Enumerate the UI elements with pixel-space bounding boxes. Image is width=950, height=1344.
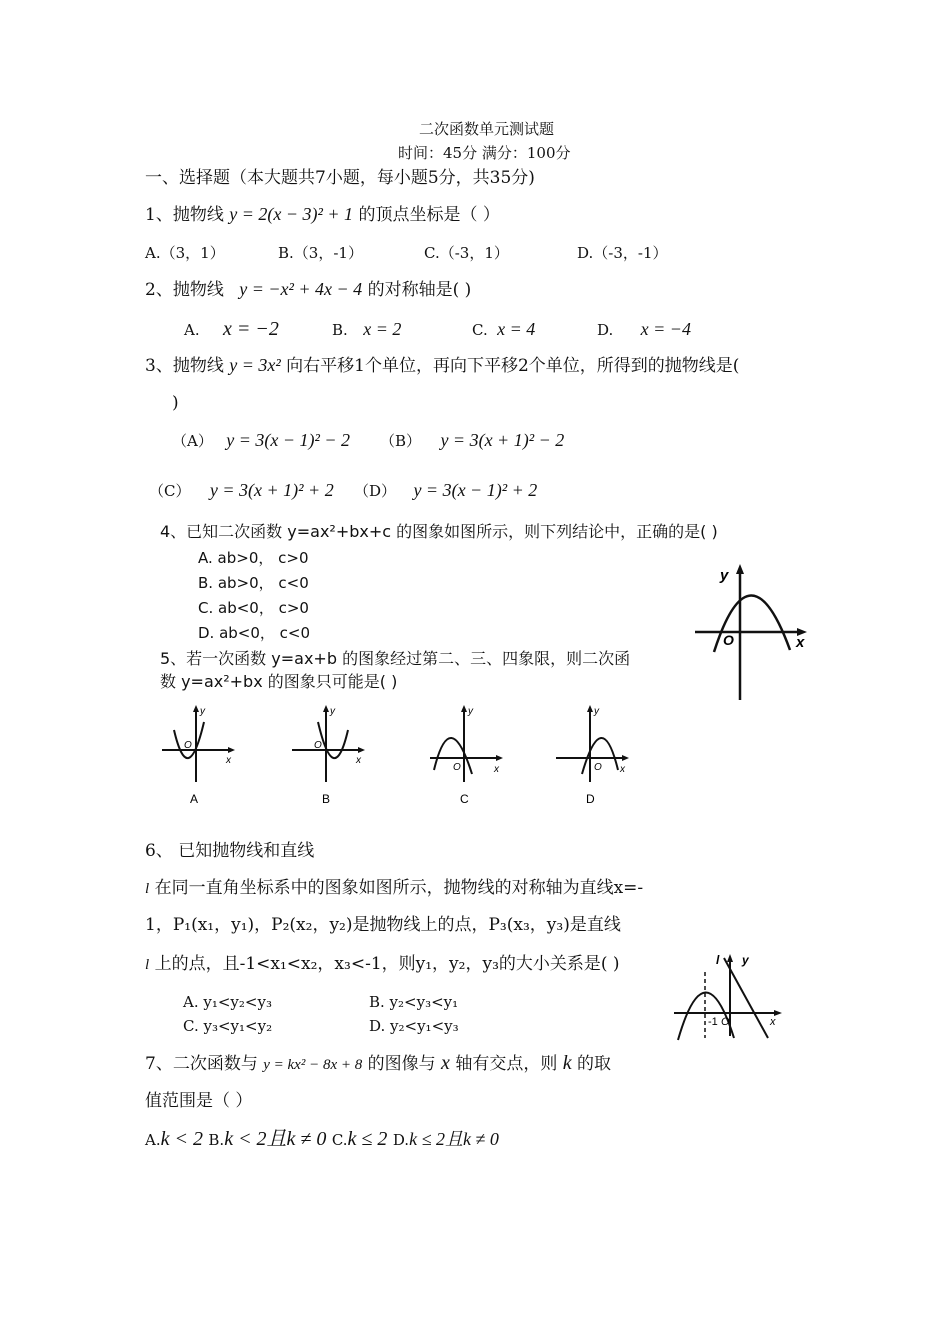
q7-suffix: 的取 (577, 1054, 612, 1074)
q4-option-a[interactable]: A. ab>0， c>0 (198, 549, 309, 567)
question-1 (145, 203, 500, 226)
q5-d-origin: O (594, 762, 602, 773)
q2-option-a[interactable] (184, 318, 279, 341)
q6-graph-y-label: y (742, 953, 749, 967)
question-4: 4、已知二次函数 y=ax²+bx+c 的图象如图所示，则下列结论中，正确的是( ) (160, 522, 718, 541)
q3-option-c[interactable] (149, 479, 334, 502)
q3-prefix: 3、抛物线 (145, 356, 224, 376)
q7-option-c[interactable] (332, 1130, 393, 1150)
q4-graph-x-label: x (796, 634, 805, 651)
q4-option-c[interactable]: C. ab<0， c>0 (198, 599, 309, 617)
q6-graph-l-label: l (716, 953, 720, 967)
q6-option-a[interactable]: A. y₁<y₂<y₃ (183, 993, 272, 1011)
q2-option-b[interactable] (332, 318, 401, 341)
q7-option-c-label: C. (331, 1131, 348, 1149)
question-5-line1: 5、若一次函数 y=ax+b 的图象经过第二、三、四象限，则二次函 (160, 649, 631, 668)
q1-option-d[interactable]: D.（-3，-1） (577, 244, 668, 262)
q6-graph (672, 950, 787, 1040)
q7-option-b-label: B. (208, 1131, 225, 1149)
q7-x: x (441, 1052, 450, 1074)
q5-d-x-label: x (620, 764, 625, 775)
q5-c-caption: C (460, 792, 469, 806)
q7-option-a-value: k < 2 (160, 1128, 203, 1150)
q1-formula: y = 2(x − 3)² + 1 (229, 204, 354, 224)
question-6-line4 (145, 953, 620, 976)
question-7-line1 (145, 1052, 611, 1076)
q3-option-a-value: y = 3(x − 1)² − 2 (226, 430, 351, 450)
q1-option-c[interactable]: C.（-3，1） (424, 244, 509, 262)
q2-option-c[interactable] (472, 318, 535, 341)
q6-option-b[interactable]: B. y₂<y₃<y₁ (369, 993, 459, 1011)
q2-option-a-value: x = −2 (223, 318, 279, 340)
q2-option-c-label: C. (472, 321, 488, 339)
question-6-line3: 1，P₁(x₁，y₁)，P₂(x₂，y₂)是抛物线上的点，P₃(x₃，y₃)是直线 (145, 915, 621, 935)
q7-options (145, 1128, 499, 1151)
q7-option-d-label: D. (392, 1131, 410, 1149)
q5-graph-c[interactable] (428, 700, 508, 808)
q5-c-x-label: x (494, 764, 499, 775)
question-7-line2: 值范围是（ ） (145, 1091, 253, 1111)
q5-a-origin: O (184, 740, 192, 751)
q3-option-b-label: （B） (380, 432, 422, 450)
q6-option-c[interactable]: C. y₃<y₁<y₂ (183, 1017, 273, 1035)
q7-option-d-value: k ≤ 2且k ≠ 0 (409, 1129, 499, 1149)
q3-option-a-label: （A） (172, 432, 213, 450)
q5-d-caption: D (586, 792, 595, 806)
q4-option-d[interactable]: D. ab<0， c<0 (198, 624, 311, 642)
q2-prefix: 2、抛物线 (145, 280, 224, 300)
q3-option-c-value: y = 3(x + 1)² + 2 (209, 480, 334, 500)
q1-suffix: 的顶点坐标是（ ） (358, 205, 500, 225)
question-3 (145, 354, 739, 377)
q7-mid2: 轴有交点，则 (455, 1054, 558, 1074)
q1-option-a[interactable]: A.（3，1） (145, 244, 225, 262)
q7-option-a[interactable] (145, 1130, 208, 1150)
q2-option-b-value: x = 2 (363, 319, 402, 339)
q3-option-d-value: y = 3(x − 1)² + 2 (413, 480, 538, 500)
q2-option-b-label: B. (332, 321, 348, 339)
q3-suffix: 向右平移1个单位，再向下平移2个单位，所得到的抛物线是( (286, 356, 740, 376)
q5-a-x-label: x (226, 755, 231, 766)
question-2 (145, 278, 471, 301)
q4-graph (690, 560, 815, 705)
q3-option-b-value: y = 3(x + 1)² − 2 (440, 430, 565, 450)
q5-b-y-label: y (330, 706, 335, 717)
q5-d-y-label: y (594, 706, 599, 717)
q3-line2: ) (172, 393, 179, 413)
q3-option-a[interactable] (172, 429, 350, 452)
q7-option-b[interactable] (208, 1130, 331, 1150)
exam-meta: 时间：45分 满分：100分 (398, 144, 571, 162)
q3-formula: y = 3x² (229, 355, 281, 375)
section-heading: 一、选择题（本大题共7小题，每小题5分，共35分) (145, 168, 535, 188)
q3-option-d-label: （D） (354, 482, 397, 500)
q3-option-b[interactable] (380, 429, 564, 452)
q6-graph-x-label: x (770, 1016, 776, 1028)
q7-formula: y = kx² − 8x + 8 (263, 1057, 363, 1073)
q7-option-a-label: A. (145, 1131, 161, 1149)
q5-b-x-label: x (356, 755, 361, 766)
q5-a-caption: A (190, 792, 199, 806)
q2-option-c-value: x = 4 (497, 319, 536, 339)
q2-option-d[interactable] (597, 318, 691, 341)
q4-option-b[interactable]: B. ab>0， c<0 (198, 574, 309, 592)
q7-mid: 的图像与 (367, 1054, 436, 1074)
q3-option-c-label: （C） (149, 482, 191, 500)
question-6-line1: 6、 已知抛物线和直线 (145, 841, 315, 861)
q5-c-origin: O (453, 762, 461, 773)
q6-line4-text: 上的点，且-1<x₁<x₂，x₃<-1，则y₁，y₂，y₃的大小关系是( ) (154, 954, 620, 974)
q4-graph-origin: O (723, 632, 734, 648)
q1-prefix: 1、抛物线 (145, 205, 224, 225)
q6-line2-text: 在同一直角坐标系中的图象如图所示，抛物线的对称轴为直线x=- (154, 878, 644, 898)
q6-graph-minus1: -1 (708, 1016, 718, 1028)
q2-option-d-label: D. (597, 321, 614, 339)
q5-graph-b[interactable] (290, 700, 370, 808)
q6-option-d[interactable]: D. y₂<y₁<y₃ (369, 1017, 459, 1035)
q6-line-l: l (145, 881, 150, 897)
q7-option-b-value: k < 2且k ≠ 0 (224, 1128, 327, 1150)
q5-a-y-label: y (200, 706, 205, 717)
question-6-line2 (145, 877, 643, 900)
q7-prefix: 7、二次函数与 (145, 1054, 258, 1074)
q5-b-caption: B (322, 792, 331, 806)
q4-graph-y-label: y (720, 567, 729, 584)
question-5-line2: 数 y=ax²+bx 的图象只可能是( ) (160, 672, 398, 691)
q2-option-a-label: A. (184, 321, 200, 339)
q2-suffix: 的对称轴是( ) (367, 280, 472, 300)
q7-k: k (562, 1052, 572, 1074)
q2-option-d-value: x = −4 (640, 319, 691, 339)
q3-option-d[interactable] (354, 479, 537, 502)
q6-graph-origin: O (721, 1016, 730, 1028)
q6-line-l-2: l (145, 957, 150, 973)
q5-c-y-label: y (468, 706, 473, 717)
q5-graph-a[interactable] (160, 700, 240, 808)
q7-option-d[interactable] (393, 1130, 499, 1150)
q5-graph-d[interactable] (554, 700, 634, 808)
page-title: 二次函数单元测试题 (419, 120, 555, 138)
q7-option-c-value: k ≤ 2 (347, 1128, 388, 1150)
q2-formula: y = −x² + 4x − 4 (239, 279, 363, 299)
q5-b-origin: O (314, 740, 322, 751)
q1-option-b[interactable]: B.（3，-1） (278, 244, 363, 262)
